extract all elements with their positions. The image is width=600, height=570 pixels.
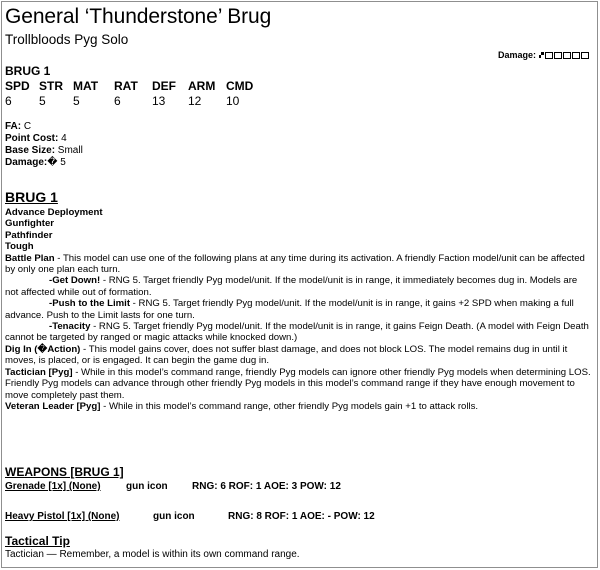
- stat-value-arm: 12: [188, 94, 202, 108]
- stat-header-str: STR: [39, 79, 63, 93]
- base-size-line: Base Size: Small: [5, 145, 83, 156]
- stat-value-def: 13: [152, 94, 166, 108]
- point-cost-line: Point Cost: 4: [5, 133, 67, 144]
- weapon-stats: RNG: 6 ROF: 1 AOE: 3 POW: 12: [192, 481, 341, 492]
- ability-battle-plan: Battle Plan - This model can use one of the following plans at any time during its activation. A friendly Faction model/unit can be affected by only one plan each turn.: [5, 252, 585, 276]
- stat-value-str: 5: [39, 94, 46, 108]
- weapon-row: [5, 481, 341, 493]
- damage-marker-icon: [539, 52, 544, 58]
- abilities-block: [5, 207, 591, 412]
- stat-header-spd: SPD: [5, 79, 30, 93]
- plan-push-to-the-limit: -Push to the Limit - RNG 5. Target friendly Pyg model/unit. If the model/unit is in range, it gains +2 SPD when making a full advance. Push to the Limit lasts for one turn.: [5, 298, 574, 321]
- stat-header-arm: ARM: [188, 79, 216, 93]
- gun-icon: gun icon: [153, 511, 195, 522]
- damage-box[interactable]: [545, 52, 553, 59]
- damage-box[interactable]: [563, 52, 571, 59]
- stat-header-rat: RAT: [114, 79, 138, 93]
- tactical-tip-text: Tactician — Remember, a model is within its own command range.: [5, 549, 300, 560]
- model-name: BRUG 1: [5, 64, 51, 78]
- stat-value-rat: 6: [114, 94, 121, 108]
- damage-line: Damage:� 5: [5, 157, 66, 168]
- keyword-gunfighter: Gunfighter: [5, 218, 55, 230]
- stat-header-def: DEF: [152, 79, 176, 93]
- weapon-name: Heavy Pistol [1x] (None): [5, 511, 120, 522]
- fa-line: FA: C: [5, 121, 32, 132]
- weapon-stats: RNG: 8 ROF: 1 AOE: - POW: 12: [228, 511, 375, 522]
- stat-value-spd: 6: [5, 94, 12, 108]
- section-heading-weapons: WEAPONS [BRUG 1]: [5, 465, 124, 479]
- damage-box[interactable]: [581, 52, 589, 59]
- card-subtitle: Trollbloods Pyg Solo: [5, 32, 129, 47]
- section-heading-abilities: BRUG 1: [5, 189, 58, 205]
- stat-header-mat: MAT: [73, 79, 99, 93]
- damage-box[interactable]: [572, 52, 580, 59]
- weapon-name: Grenade [1x] (None): [5, 481, 101, 492]
- stat-line: [5, 79, 266, 109]
- ability-tactician: Tactician [Pyg] - While in this model’s command range, friendly Pyg models can ignore other friendly Pyg models when determining LOS. Friendly Pyg models can advance through other friendly Pyg models in this model’s command range if they have enough movement to move completely past them.: [5, 366, 591, 401]
- damage-box[interactable]: [554, 52, 562, 59]
- keyword-tough: Tough: [5, 241, 34, 253]
- ability-veteran-leader: Veteran Leader [Pyg] - While in this model’s command range, other friendly Pyg models gain +1 to attack rolls.: [5, 400, 479, 412]
- card-title: General ‘Thunderstone’ Brug: [5, 5, 272, 28]
- model-info: [5, 121, 83, 169]
- section-heading-tactical-tip: Tactical Tip: [5, 534, 70, 548]
- damage-tracker-label: Damage:: [498, 50, 537, 60]
- plan-tenacity: -Tenacity - RNG 5. Target friendly Pyg model/unit. If the model/unit is in range, it gains Feign Death. (A model with Feign Death cannot be targeted by ranged or magic attacks while knocked down.): [5, 321, 589, 344]
- stat-value-cmd: 10: [226, 94, 240, 108]
- stat-headers: [5, 79, 266, 94]
- stat-value-mat: 5: [73, 94, 80, 108]
- weapon-row: [5, 511, 375, 523]
- keyword-advance-deployment: Advance Deployment: [5, 207, 103, 218]
- plan-get-down: -Get Down! - RNG 5. Target friendly Pyg model/unit. If the model/unit is in range, it immediately becomes dug in. Models are not affected while out of formation.: [5, 275, 578, 298]
- damage-tracker: [498, 50, 590, 60]
- stat-header-cmd: CMD: [226, 79, 254, 93]
- gun-icon: gun icon: [126, 481, 168, 492]
- ability-dig-in: Dig In (�Action) - This model gains cover, does not suffer blast damage, and does not block LOS. The model remains dug in until it moves, is placed, or is engaged. It can begin the game dug in.: [5, 343, 568, 367]
- keyword-pathfinder: Pathfinder: [5, 229, 53, 241]
- damage-track: [539, 52, 590, 59]
- stat-values: [5, 94, 266, 109]
